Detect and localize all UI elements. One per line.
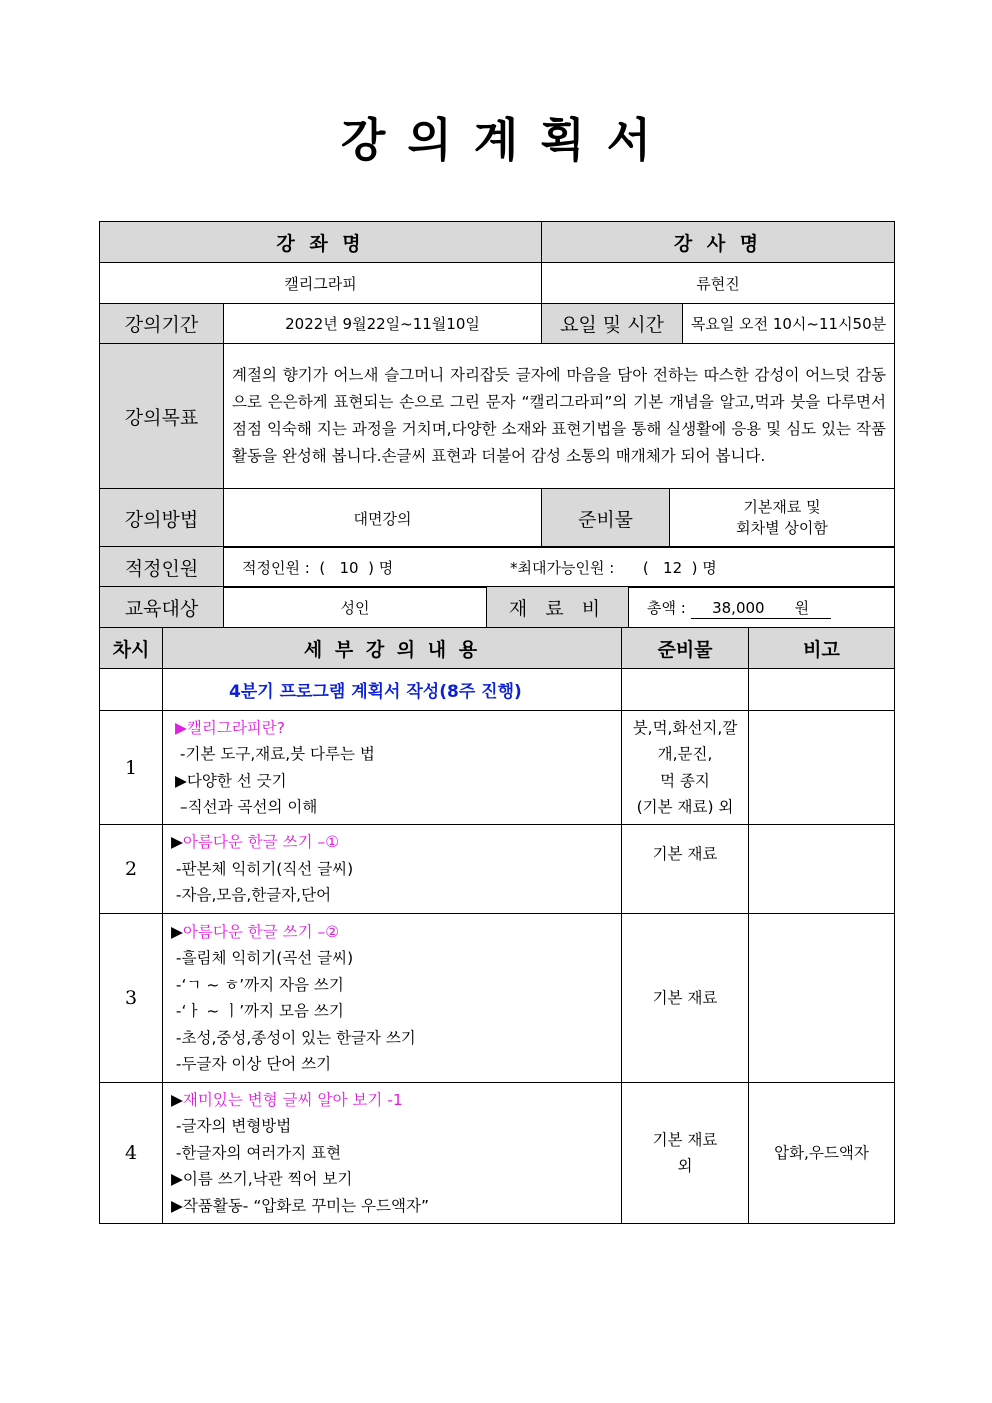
- schedule-table: [99, 627, 895, 1224]
- session-number: 3: [100, 914, 163, 1083]
- supplies-line: 기본 재료: [652, 1130, 718, 1149]
- supplies-label: 준비물: [542, 489, 670, 548]
- session-note: 압화,우드액자: [749, 1083, 895, 1224]
- session-supplies: [622, 711, 749, 825]
- session-row-4: [100, 1083, 895, 1224]
- capacity-cell: [224, 547, 895, 588]
- banner-empty-cell: [622, 669, 749, 711]
- supplies-line: 개,문진,: [657, 745, 713, 763]
- supplies-value: [670, 489, 895, 548]
- session-heading: ▶이름 쓰기,낙관 찍어 보기: [171, 1170, 353, 1189]
- fee-cell: [629, 587, 895, 629]
- session-content: [163, 825, 622, 914]
- content-col-header: 세 부 강 의 내 용: [163, 628, 622, 669]
- instructor-header: 강 사 명: [542, 222, 895, 263]
- session-line: –직선과 곡선의 이해: [175, 798, 318, 816]
- fee-amount-line: [691, 597, 831, 619]
- banner-empty-cell: [749, 669, 895, 711]
- method-value: 대면강의: [224, 489, 542, 548]
- session-line: -‘ㅏ ~ ㅣ’까지 모음 쓰기: [171, 1002, 344, 1020]
- schedule-banner: 4분기 프로그램 계획서 작성(8주 진행): [163, 669, 622, 711]
- max-capacity-text: *최대가능인원 : ( 12 ) 명: [510, 558, 717, 577]
- session-supplies: [622, 1083, 749, 1224]
- day-time-label: 요일 및 시간: [542, 304, 683, 344]
- session-supplies: 기본 재료: [622, 914, 749, 1083]
- session-row-2: [100, 825, 895, 914]
- session-heading-text: 아름다운 한글 쓰기 –①: [182, 833, 340, 852]
- supplies-line-2: 회차별 상이함: [736, 519, 828, 537]
- session-note: [749, 825, 895, 914]
- supplies-line: 붓,먹,화선지,깔: [632, 718, 738, 737]
- session-line: -두글자 이상 단어 쓰기: [171, 1055, 332, 1073]
- supplies-col-header: 준비물: [622, 628, 749, 669]
- goal-text: 계절의 향기가 어느새 슬그머니 자리잡듯 글자에 마음을 담아 전하는 따스한 감성이 어느덧 감동으로 은은하게 표현되는 손으로 그린 문자 “캘리그라피”의 기본 개념을 알고,먹과 붓을 다루면서 점점 익숙해 지는 과정을 거치며,다양한 소재와 표현기법을 통해 실생활에 응용 및 심도 있는 작품활동을 완성해 봅니다.손글씨 표현과 더불어 감성 소통의 매개체가 되어 봅니다.: [224, 344, 895, 489]
- session-heading: ▶아름다운 한글 쓰기 –①: [171, 833, 340, 852]
- session-line: -‘ㄱ ~ ㅎ’까지 자음 쓰기: [171, 975, 344, 994]
- session-number: 1: [100, 711, 163, 825]
- target-label: 교육대상: [100, 587, 224, 629]
- fee-unit: 원: [794, 598, 810, 617]
- session-col-header: 차시: [100, 628, 163, 669]
- course-method-table: [99, 488, 895, 548]
- session-line: -한글자의 여러가지 표현: [171, 1143, 342, 1162]
- fee-amount: 38,000: [712, 598, 765, 617]
- period-value: 2022년 9월22일~11월10일: [224, 304, 542, 344]
- session-note: [749, 914, 895, 1083]
- session-line: -기본 도구,재료,붓 다루는 법: [175, 745, 375, 763]
- session-row-3: [100, 914, 895, 1083]
- capacity-table: [99, 546, 895, 588]
- banner-empty-cell: [100, 669, 163, 711]
- session-heading: ▶캘리그라피란?: [175, 718, 285, 737]
- method-label: 강의방법: [100, 489, 224, 548]
- capacity-text: 적정인원 : ( 10 ) 명: [242, 558, 394, 577]
- session-heading-text: 재미있는 변형 글씨 알아 보기 -1: [182, 1090, 403, 1109]
- capacity-label: 적정인원: [100, 547, 224, 588]
- note-col-header: 비고: [749, 628, 895, 669]
- course-info-table: [99, 221, 895, 489]
- session-number: 2: [100, 825, 163, 914]
- session-heading: ▶다양한 선 긋기: [175, 771, 287, 790]
- supplies-line: 외: [677, 1157, 693, 1175]
- session-row-1: [100, 711, 895, 825]
- fee-label: 재 료 비: [487, 587, 629, 629]
- target-table: [99, 586, 895, 629]
- supplies-line-1: 기본재료 및: [743, 498, 821, 516]
- session-line: -흘림체 익히기(곡선 글씨): [171, 949, 354, 967]
- session-content: [163, 711, 622, 825]
- period-label: 강의기간: [100, 304, 224, 344]
- supplies-line: (기본 재료) 외: [636, 798, 734, 816]
- instructor-name: 류현진: [542, 263, 895, 304]
- session-content: [163, 1083, 622, 1224]
- session-number: 4: [100, 1083, 163, 1224]
- target-value: 성인: [224, 587, 487, 629]
- session-heading: ▶작품활동- “압화로 꾸미는 우드액자”: [171, 1196, 429, 1215]
- session-heading: ▶아름다운 한글 쓰기 –②: [171, 922, 340, 941]
- supplies-line: 먹 종지: [660, 771, 710, 790]
- course-name-header: 강 좌 명: [100, 222, 542, 263]
- session-note: [749, 711, 895, 825]
- session-line: -판본체 익히기(직선 글씨): [171, 859, 354, 878]
- goal-label: 강의목표: [100, 344, 224, 489]
- session-line: -초성,중성,종성이 있는 한글자 쓰기: [171, 1028, 416, 1047]
- course-name: 캘리그라피: [100, 263, 542, 304]
- session-line: -글자의 변형방법: [171, 1117, 292, 1136]
- day-time-value: 목요일 오전 10시~11시50분: [683, 304, 895, 344]
- session-heading-text: 아름다운 한글 쓰기 –②: [182, 922, 340, 941]
- session-supplies: 기본 재료: [622, 825, 749, 914]
- session-line: -자음,모음,한글자,단어: [171, 886, 332, 905]
- page-title: 강의계획서: [340, 113, 674, 167]
- fee-prefix: 총액 :: [647, 598, 686, 617]
- session-heading: ▶재미있는 변형 글씨 알아 보기 -1: [171, 1090, 403, 1109]
- session-content: [163, 914, 622, 1083]
